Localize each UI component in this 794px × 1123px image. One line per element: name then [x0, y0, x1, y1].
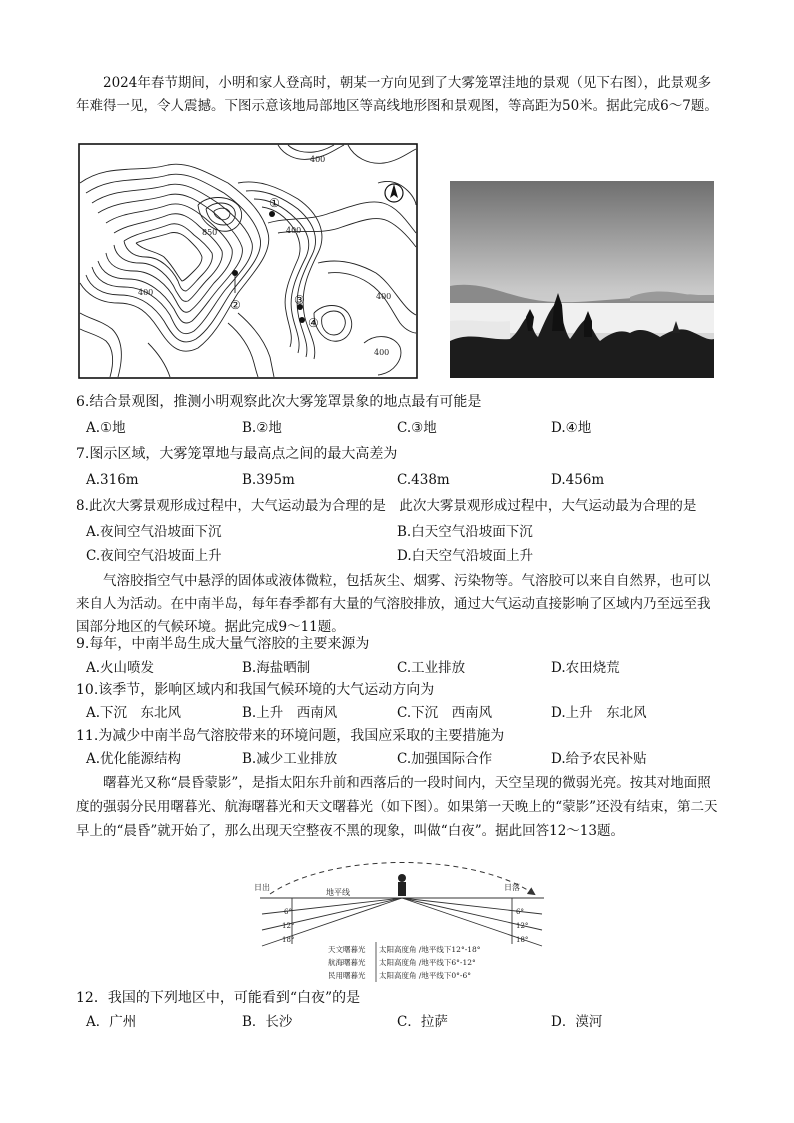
q9-option-b[interactable]: B.海盐晒制	[242, 660, 311, 676]
angle-18-left: 18°	[282, 936, 295, 944]
question-7-text: 图示区域，大雾笼罩地与最高点之间的最大高差为	[89, 446, 398, 462]
q10-option-a[interactable]: A.下沉 东北风	[86, 705, 182, 721]
q7-option-a[interactable]: A.316m	[86, 472, 139, 488]
angle-18-right: 18°	[516, 936, 529, 944]
question-7-number: 7.	[76, 446, 90, 462]
question-12-text: 我国的下列地区中，可能看到“白夜”的是	[107, 990, 361, 1006]
angle-12-right: 12°	[516, 922, 529, 930]
contour-label-400-top: 400	[310, 155, 326, 164]
q9-option-c[interactable]: C.工业排放	[397, 660, 466, 676]
question-12	[76, 988, 360, 1008]
q10-option-c[interactable]: C.下沉 西南风	[397, 705, 493, 721]
point-1-marker	[269, 211, 275, 217]
angle-6-left: 6°	[284, 908, 292, 916]
question-8-number: 8.	[76, 498, 89, 514]
contour-label-400-mid: 400	[286, 226, 302, 235]
intro-paragraph-2: 气溶胶指空气中悬浮的固体或液体微粒，包括灰尘、烟雾、污染物等。气溶胶可以来自自然界，也可以来自人为活动。在中南半岛，每年春季都有大量的气溶胶排放，通过大气运动直接影响了区域内乃至远至我国部分地区的气候环境。据此完成9～11题。	[76, 573, 711, 635]
question-10-number: 10.	[76, 682, 99, 698]
q8-option-b[interactable]: B.白天空气沿坡面下沉	[397, 524, 533, 540]
point-3-label: ③	[294, 293, 305, 307]
question-8-text: 此次大雾景观形成过程中，大气运动最为合理的是 此次大雾景观形成过程中，大气运动最为合理的是	[88, 498, 697, 514]
q8-option-d[interactable]: D.白天空气沿坡面上升	[397, 548, 534, 564]
question-8	[76, 496, 696, 516]
q6-option-b[interactable]: B.②地	[242, 420, 282, 436]
q11-option-c[interactable]: C.加强国际合作	[397, 751, 493, 767]
legend-civil-desc: 太阳高度角 /地平线下0°-6°	[379, 971, 471, 980]
q10-option-d[interactable]: D.上升 东北风	[551, 705, 647, 721]
point-1-label: ①	[269, 196, 280, 210]
question-11-number: 11.	[76, 728, 99, 744]
legend-astronomical-name: 天文曙暮光	[328, 945, 366, 954]
question-7	[76, 444, 397, 464]
q7-option-c[interactable]: C.438m	[397, 472, 450, 488]
q7-option-d[interactable]: D.456m	[551, 472, 605, 488]
contour-map	[78, 143, 418, 379]
legend-civil-name: 民用曙暮光	[328, 971, 366, 980]
observer-icon	[398, 874, 406, 896]
q10-option-b[interactable]: B.上升 西南风	[242, 705, 338, 721]
q12-option-b[interactable]: B．长沙	[242, 1014, 293, 1030]
question-6	[76, 392, 481, 412]
q8-option-a[interactable]: A.夜间空气沿坡面下沉	[86, 524, 222, 540]
question-11-text: 为减少中南半岛气溶胶带来的环境问题，我国应采取的主要措施为	[98, 728, 505, 744]
question-9-number: 9.	[76, 636, 90, 652]
angle-6-right: 6°	[516, 908, 524, 916]
intro-paragraph-3: 曙暮光又称“晨昏蒙影”，是指太阳东升前和西落后的一段时间内，天空呈现的微弱光亮。按其对地面照度的强弱分民用曙暮光、航海曙暮光和天文曙暮光（如下图）。如果第一天晚上的“蒙影”还没有结束，第二天早上的“晨昏”就开始了，那么出现天空整夜不黑的现象，叫做“白夜”。据此回答12～13题。	[76, 775, 718, 839]
q12-option-d[interactable]: D．漠河	[551, 1014, 603, 1030]
q7-option-b[interactable]: B.395m	[242, 472, 295, 488]
legend-nautical-desc: 太阳高度角 /地平线下6°-12°	[379, 958, 476, 967]
sunset-label: 日落	[504, 883, 520, 892]
twilight-diagram	[252, 862, 552, 984]
sunrise-label: 日出	[254, 883, 270, 892]
contour-label-400-left: 400	[138, 288, 154, 297]
q12-option-a[interactable]: A．广州	[86, 1014, 137, 1030]
contour-label-400-right: 400	[376, 292, 392, 301]
question-6-text: 结合景观图，推测小明观察此次大雾笼罩景象的地点最有可能是	[89, 394, 482, 410]
q11-option-b[interactable]: B.减少工业排放	[242, 751, 338, 767]
legend-nautical-name: 航海曙暮光	[328, 958, 366, 967]
q11-option-d[interactable]: D.给予农民补贴	[551, 751, 647, 767]
contour-label-850: 850	[202, 228, 218, 237]
question-12-number: 12．	[76, 990, 108, 1006]
horizon-label: 地平线	[326, 888, 350, 897]
question-9-text: 每年，中南半岛生成大量气溶胶的主要来源为	[89, 636, 370, 652]
angle-12-left: 12°	[282, 922, 295, 930]
q6-option-c[interactable]: C.③地	[397, 420, 437, 436]
question-9	[76, 634, 369, 654]
intro-paragraph-1: 2024年春节期间，小明和家人登高时，朝某一方向见到了大雾笼罩洼地的景观（见下右图），此景观多年难得一见，令人震撼。下图示意该地局部地区等高线地形图和景观图，等高距为50米。据此完成6～7题。	[76, 75, 718, 114]
q9-option-d[interactable]: D.农田烧荒	[551, 660, 620, 676]
question-11	[76, 726, 504, 746]
q6-option-a[interactable]: A.①地	[86, 420, 126, 436]
q8-option-c[interactable]: C.夜间空气沿坡面上升	[86, 548, 222, 564]
point-2-label: ②	[230, 298, 241, 312]
q6-option-d[interactable]: D.④地	[551, 420, 592, 436]
legend-astronomical-desc: 太阳高度角 /地平线下12°-18°	[379, 945, 481, 954]
fog-landscape-photo	[450, 181, 714, 378]
q9-option-a[interactable]: A.火山喷发	[86, 660, 155, 676]
q11-option-a[interactable]: A.优化能源结构	[86, 751, 182, 767]
point-4-label: ④	[308, 316, 319, 330]
point-2-marker	[232, 270, 238, 276]
question-6-number: 6.	[76, 394, 90, 410]
north-arrow-icon	[385, 184, 403, 202]
contour-label-400-bottom: 400	[374, 348, 390, 357]
q12-option-c[interactable]: C．拉萨	[397, 1014, 448, 1030]
question-10-text: 该季节，影响区域内和我国气候环境的大气运动方向为	[98, 682, 435, 698]
point-4-marker	[299, 317, 305, 323]
question-10	[76, 680, 434, 700]
